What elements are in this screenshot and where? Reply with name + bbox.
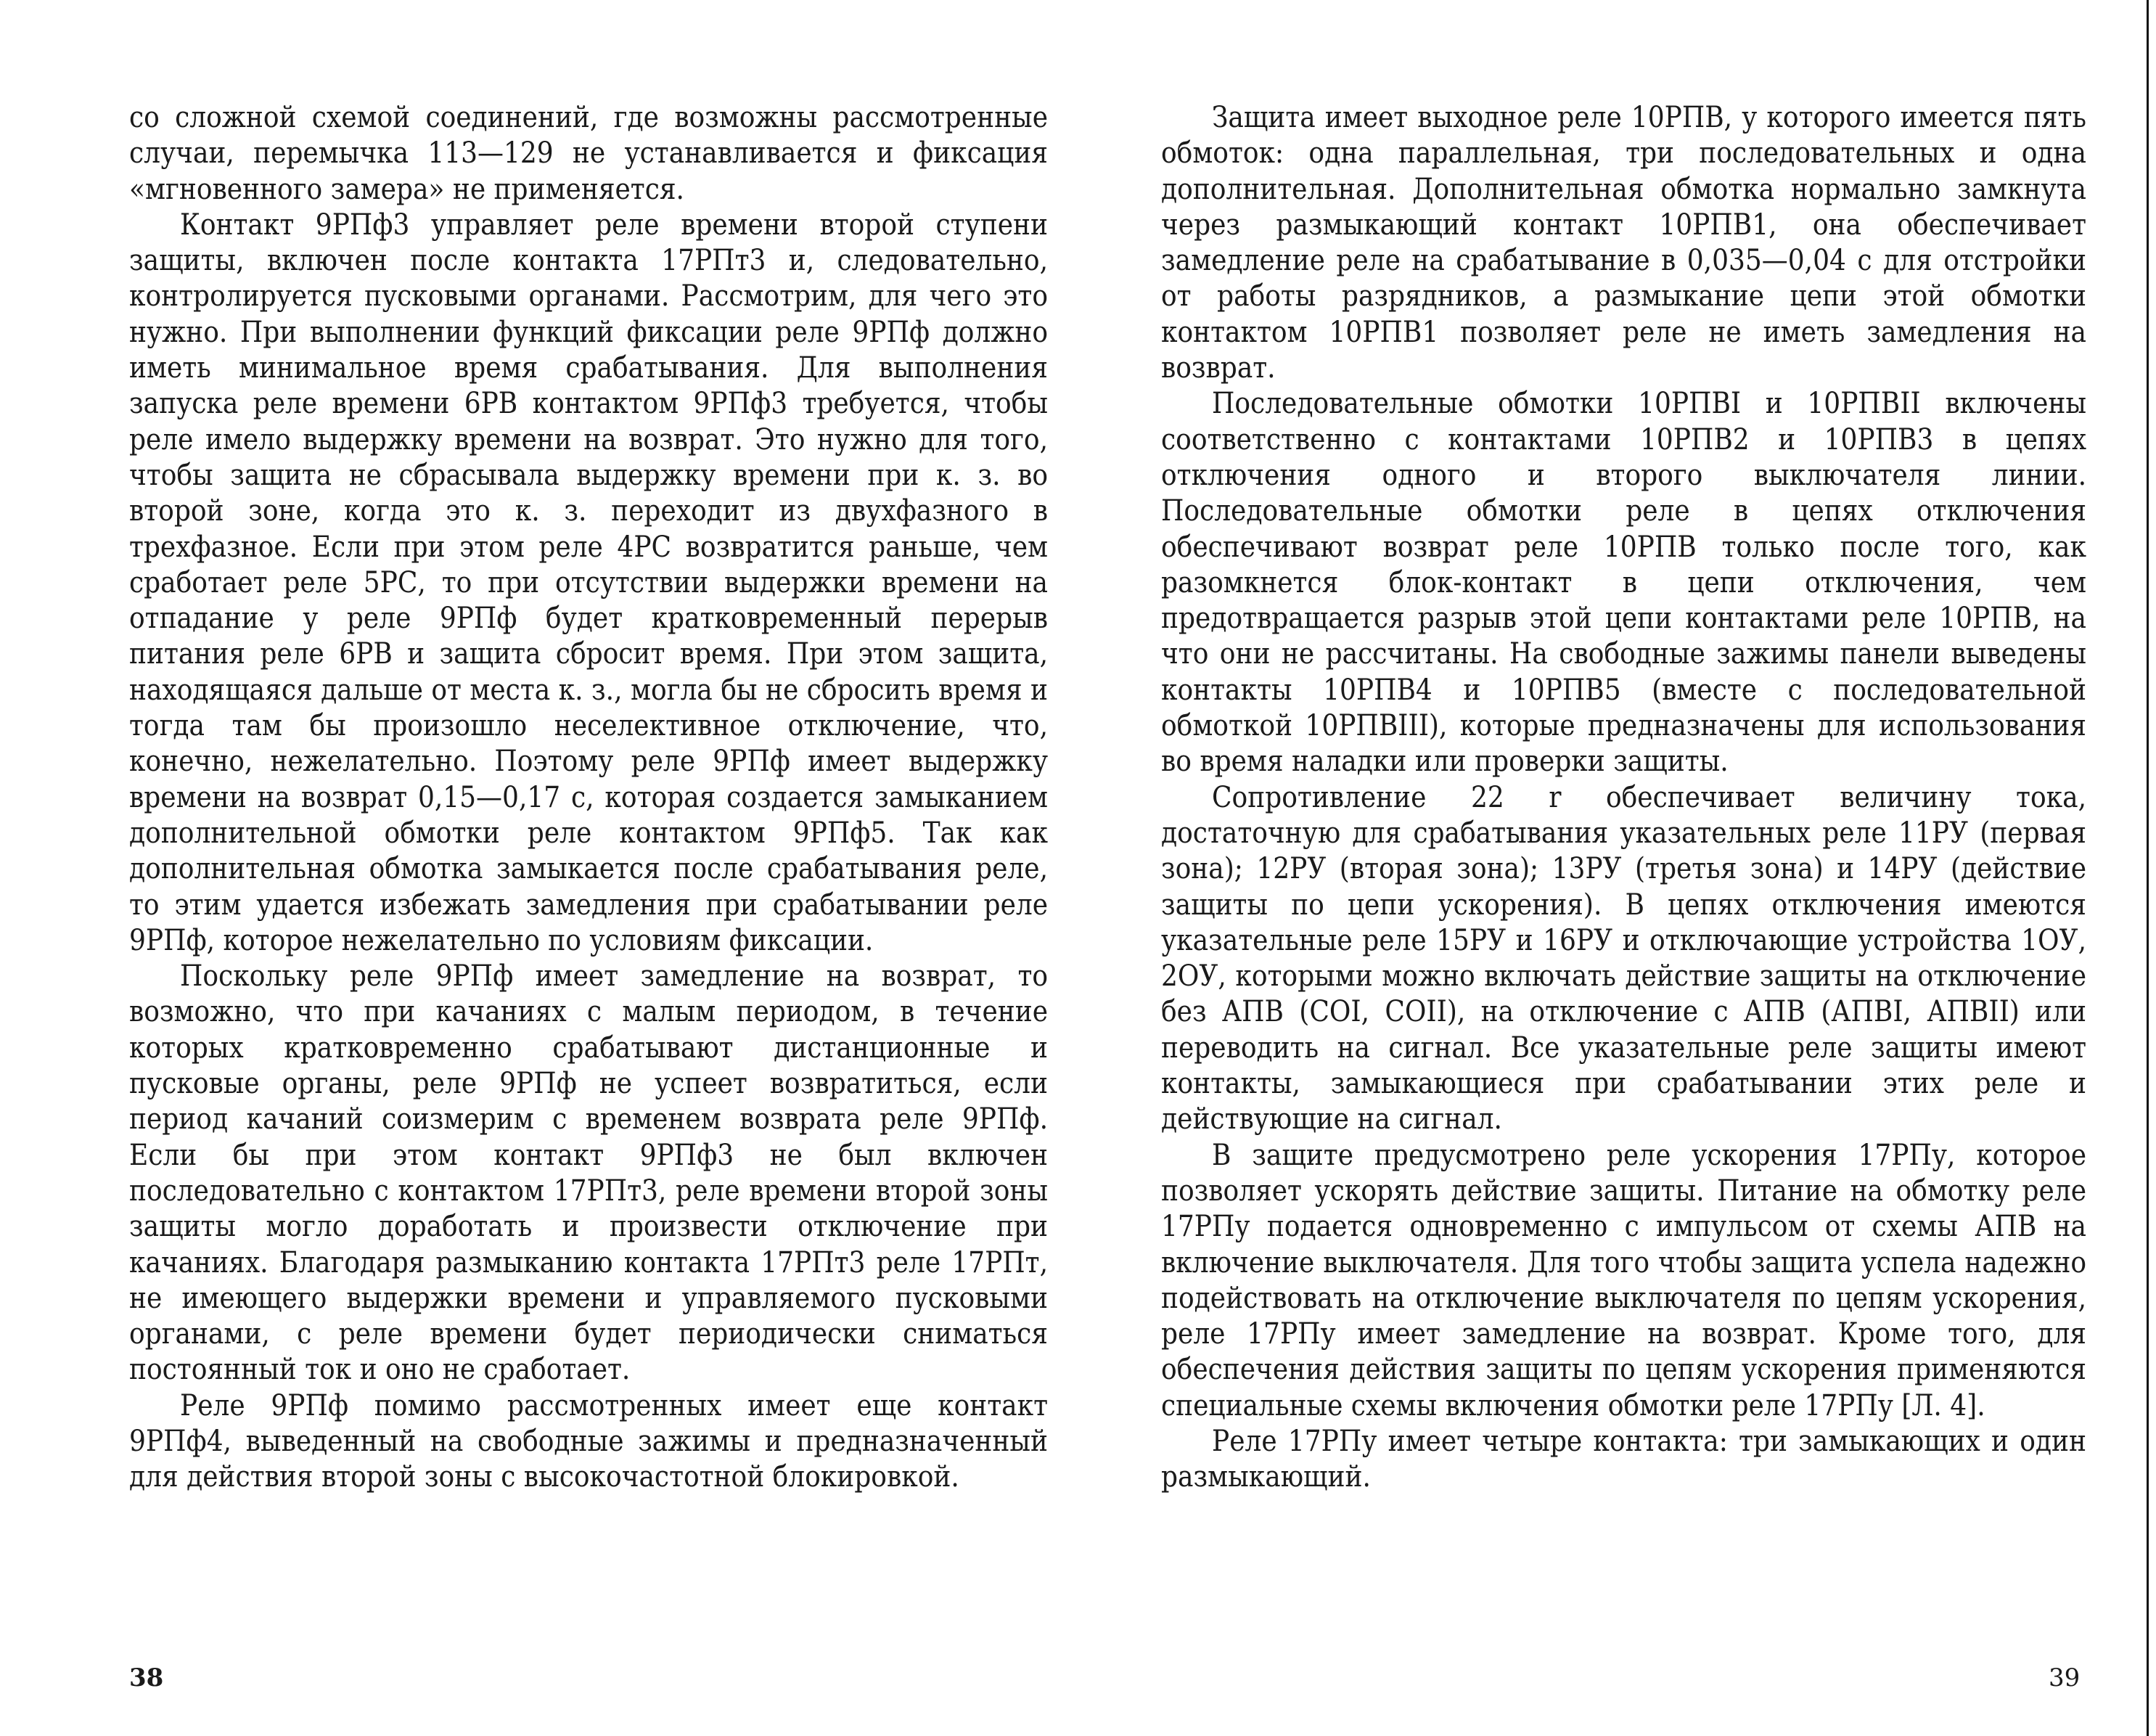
paragraph: Поскольку реле 9РПф имеет замедление на возврат, то возможно, что при качаниях с малым периодом, в течение которых кратковременно срабатывают дистанционные и пусковые органы, реле 9РПф не успеет возвратиться, если период качаний соизмерим с временем возврата реле 9РПф. Если бы при этом контакт 9РПф3 не был включен последовательно с контактом 17РПт3, реле времени второй зоны защиты могло доработать и произвести отключение при качаниях. Благодаря размыканию контакта 17РПт3 реле 17РПт, не имеющего выдержки времени и управляемого пусковыми органами, с реле времени будет периодически сниматься постоянный ток и оно не сработает. [129, 959, 1048, 1387]
paragraph: Сопротивление 22 r обеспечивает величину тока, достаточную для срабатывания указательных реле 11РУ (первая зона); 12РУ (вторая зона); 13РУ (третья зона) и 14РУ (действие защиты по цепи ускорения). В цепях отключения имеются указательные реле 15РУ и 16РУ и отключающие устройства 1ОУ, 2ОУ, которыми можно включать действие защиты на отключение без АПВ (СОI, СОII), на отключение с АПВ (АПВI, АПВII) или переводить на сигнал. Все указательные реле защиты имеют контакты, замыкающиеся при срабатывании этих реле и действующие на сигнал. [1161, 780, 2086, 1137]
paragraph: Последовательные обмотки 10РПВI и 10РПВII включены соответственно с контактами 10РПВ2 и 10РПВ3 в цепях отключения одного и второго выключателя линии. Последовательные обмотки реле в цепях отключения обеспечивают возврат реле 10РПВ только после того, как разомкнется блок-контакт в цепи отключения, чем предотвращается разрыв этой цепи контактами реле 10РПВ, на что они не рассчитаны. На свободные зажимы панели выведены контакты 10РПВ4 и 10РПВ5 (вместе с последовательной обмоткой 10РПВIII), которые предназначены для использования во время наладки или проверки защиты. [1161, 387, 2086, 779]
paragraph: со сложной схемой соединений, где возможны рассмотренные случаи, перемычка 113—129 не устанавливается и фиксация «мгновенного замера» не применяется. [129, 101, 1048, 206]
right-page [1078, 0, 2156, 1736]
right-page-text [1161, 100, 2086, 1496]
paragraph: Защита имеет выходное реле 10РПВ, у которого имеется пять обмоток: одна параллельная, три последовательных и одна дополнительная. Дополнительная обмотка нормально замкнута через размыкающий контакт 10РПВ1, она обеспечивает замедление реле на срабатывание в 0,035—0,04 с для отстройки от работы разрядников, а размыкание цепи этой обмотки контактом 10РПВ1 позволяет реле не иметь замедления на возврат. [1161, 101, 2086, 385]
paragraph: Реле 17РПу имеет четыре контакта: три замыкающих и один размыкающий. [1161, 1424, 2086, 1494]
paragraph: Контакт 9РПф3 управляет реле времени второй ступени защиты, включен после контакта 17РПт3 и, следовательно, контролируется пусковыми органами. Рассмотрим, для чего это нужно. При выполнении функций фиксации реле 9РПф должно иметь минимальное время срабатывания. Для выполнения запуска реле времени 6РВ контактом 9РПф3 требуется, чтобы реле имело выдержку времени на возврат. Это нужно для того, чтобы защита не сбрасывала выдержку времени при к. з. во второй зоне, когда это к. з. переходит из двухфазного в трехфазное. Если при этом реле 4РС возвратится раньше, чем сработает реле 5РС, то при отсутствии выдержки времени на отпадание у реле 9РПф будет кратковременный перерыв питания реле 6РВ и защита сбросит время. При этом защита, находящаяся дальше от места к. з., могла бы не сбросить время и тогда там бы произошло неселективное отключение, что, конечно, нежелательно. Поэтому реле 9РПф имеет выдержку времени на возврат 0,15—0,17 с, которая создается замыканием дополнительной обмотки реле контактом 9РПф5. Так как дополнительная обмотка замыкается после срабатывания реле, то этим удается избежать замедления при срабатывании реле 9РПф, которое нежелательно по условиям фиксации. [129, 208, 1048, 957]
page-number: 39 [2049, 1663, 2081, 1692]
paragraph: В защите предусмотрено реле ускорения 17РПу, которое позволяет ускорять действие защиты. Питание на обмотку реле 17РПу подается одновременно с импульсом от схемы АПВ на включение выключателя. Для того чтобы защита успела надежно подействовать на отключение выключателя по цепям ускорения, реле 17РПу имеет замедление на возврат. Кроме того, для обеспечения действия защиты по цепям ускорения применяются специальные схемы включения обмотки реле 17РПу [Л. 4]. [1161, 1138, 2086, 1422]
left-page-text [129, 100, 1048, 1496]
paragraph: Реле 9РПф помимо рассмотренных имеет еще контакт 9РПф4, выведенный на свободные зажимы и предназначенный для действия второй зоны с высокочастотной блокировкой. [129, 1388, 1048, 1494]
page-edge-line [2147, 0, 2149, 1736]
page-number: 38 [129, 1663, 164, 1692]
